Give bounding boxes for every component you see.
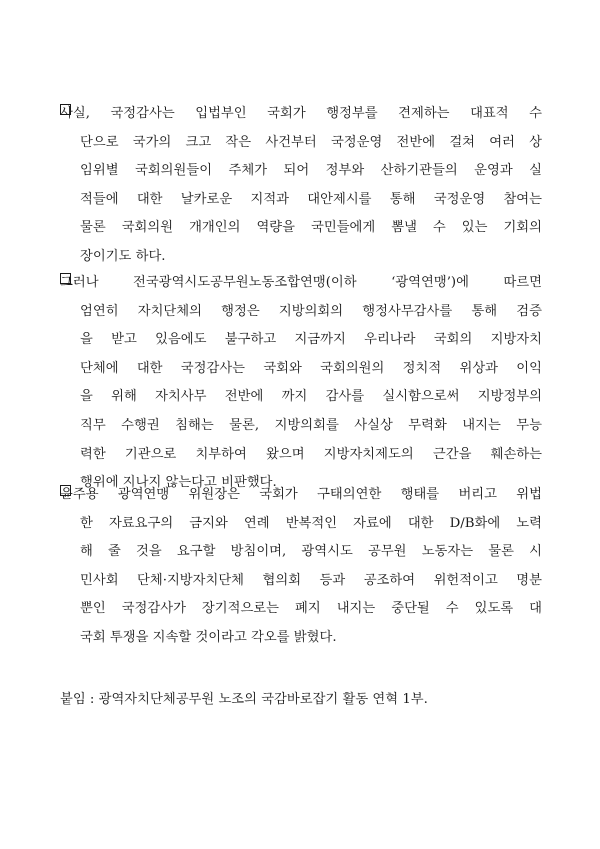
paragraph-line: 국회 투쟁을 지속할 것이라고 각오를 밝혔다. [80,629,337,645]
paragraph-line: 엄연히 자치단체의 행정은 지방의회의 행정사무감사를 통해 검증 [80,303,542,319]
paragraph-line: 력한 기관으로 치부하여 왔으며 지방자치제도의 근간을 훼손하는 [80,446,542,462]
paragraph-line: 사실, 국정감사는 입법부인 국회가 행정부를 견제하는 대표적 수 [60,106,542,121]
paragraph-line: 행위에 지나지 않는다고 비판했다. [80,475,277,491]
paragraph-line: 장이기도 하다. [80,248,166,264]
paragraph-line: 한 자료요구의 금지와 연례 반복적인 자료에 대한 D/B화에 노력 [80,515,542,531]
paragraph-line: 단체에 대한 국정감사는 국회와 국회의원의 정치적 위상과 이익 [80,360,542,376]
paragraph-line: 임위별 국회의원들이 주체가 되어 정부와 산하기관들의 운영과 실 [80,163,542,179]
paragraph-3 [60,481,542,653]
paragraph-line: 단으로 국가의 크고 작은 사건부터 국정운영 전반에 걸쳐 여러 상 [80,134,542,150]
paragraph-line: 물론 국회의원 개개인의 역량을 국민들에게 뽐낼 수 있는 기회의 [80,220,542,236]
paragraph-1 [60,100,542,272]
paragraph-line: 뿐인 국정감사가 장기적으로는 폐지 내지는 중단될 수 있도록 대 [80,601,542,617]
attachment-note: 붙임 : 광역자치단체공무원 노조의 국감바로잡기 활동 연혁 1부. [60,692,428,707]
paragraph-2 [60,269,542,498]
paragraph-line: 민사회 단체·지방자치단체 협의회 등과 공조하여 위헌적이고 명분 [80,572,542,588]
paragraph-line: 을 받고 있음에도 불구하고 지금까지 우리나라 국회의 지방자치 [80,332,542,348]
paragraph-line: 적들에 대한 날카로운 지적과 대안제시를 통해 국정운영 참여는 [80,191,542,207]
paragraph-line: 윤주용 광역연맹 위원장은 국회가 구태의연한 행태를 버리고 위법 [60,487,542,502]
checkbox-bullet-icon [60,104,71,115]
paragraph-line: 그러나 전국광역시도공무원노동조합연맹(이하 ‘광역연맹’)에 따르면 [60,275,542,290]
paragraph-line: 해 줄 것을 요구할 방침이며, 광역시도 공무원 노동자는 물론 시 [80,544,542,560]
paragraph-line: 을 위해 자치사무 전반에 까지 감사를 실시함으로써 지방정부의 [80,389,542,405]
paragraph-line: 직무 수행권 침해는 물론, 지방의회를 사실상 무력화 내지는 무능 [80,417,542,433]
checkbox-bullet-icon [60,273,71,284]
checkbox-bullet-icon [60,485,71,496]
